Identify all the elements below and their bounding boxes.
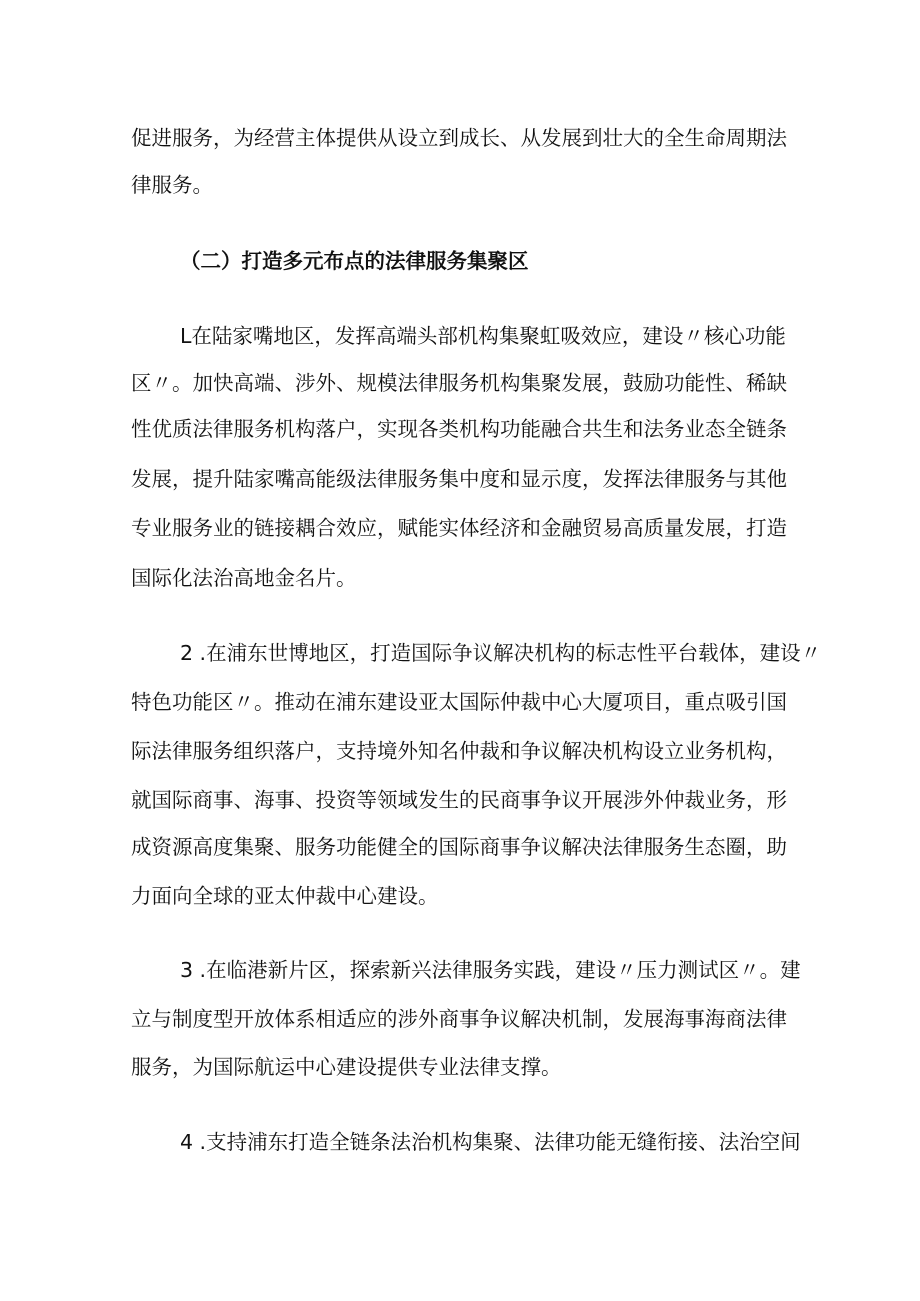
section-heading: （二）打造多元布点的法律服务集聚区 — [180, 249, 529, 273]
paragraph-line: 服务，为国际航运中心建设提供专业法律支撑。 — [131, 1055, 562, 1079]
paragraph-line: 特色功能区〃。推动在浦东建设亚太国际仲裁中心大厦项目，重点吸引国 — [131, 690, 787, 714]
paragraph-line: L在陆家嘴地区，发挥高端头部机构集聚虹吸效应，建设〃核心功能 — [180, 324, 786, 348]
paragraph-line: 成资源高度集聚、服务功能健全的国际商事争议解决法律服务生态圈，助 — [131, 835, 787, 859]
paragraph-line: 立与制度型开放体系相适应的涉外商事争议解决机制，发展海事海商法律 — [131, 1007, 787, 1031]
paragraph-line: 专业服务业的链接耦合效应，赋能实体经济和金融贸易高质量发展，打造 — [131, 516, 787, 540]
paragraph-line: 区〃。加快高端、涉外、规模法律服务机构集聚发展，鼓励功能性、稀缺 — [131, 371, 787, 395]
paragraph-line: 律服务。 — [131, 173, 213, 197]
paragraph-line: 际法律服务组织落户，支持境外知名仲裁和争议解决机构设立业务机构， — [131, 739, 787, 763]
paragraph-line: 性优质法律服务机构落户，实现各类机构功能融合共生和法务业态全链条 — [131, 417, 787, 441]
paragraph-line: 4 .支持浦东打造全链条法治机构集聚、法律功能无缝衔接、法治空间 — [180, 1130, 801, 1154]
paragraph-line: 就国际商事、海事、投资等领域发生的民商事争议开展涉外仲裁业务，形 — [131, 788, 787, 812]
paragraph-line: 促进服务，为经营主体提供从设立到成长、从发展到壮大的全生命周期法 — [131, 126, 787, 150]
paragraph-line: 2 .在浦东世博地区，打造国际争议解决机构的标志性平台载体，建设〃 — [180, 641, 822, 665]
paragraph-line: 3 .在临港新片区，探索新兴法律服务实践，建设〃压力测试区〃。建 — [180, 958, 801, 982]
paragraph-line: 发展，提升陆家嘴高能级法律服务集中度和显示度，发挥法律服务与其他 — [131, 467, 787, 491]
paragraph-line: 国际化法治高地金名片。 — [131, 566, 357, 590]
paragraph-line: 力面向全球的亚太仲裁中心建设。 — [131, 884, 439, 908]
